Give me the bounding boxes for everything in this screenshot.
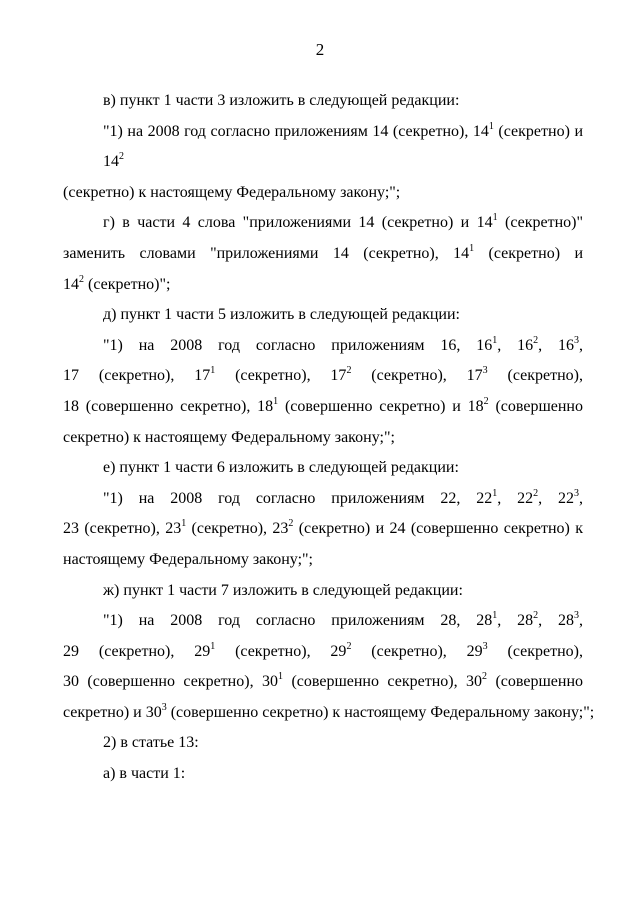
paragraph [63,576,583,607]
text-line: "1) на 2008 год согласно приложениям 14 (секретно), $14^1$ (секретно) и $14^2$ [103,120,583,171]
superscript: 2 [533,610,539,622]
paragraph [63,331,583,453]
paragraph [63,86,583,117]
superscript: 2 [533,487,539,499]
paragraph [63,300,583,331]
text-line: настоящему Федеральному закону;"; [63,550,313,568]
paragraph [63,759,583,790]
superscript: 3 [161,701,167,713]
superscript: 1 [273,395,279,407]
superscript: 3 [482,365,488,377]
superscript: 1 [278,671,284,683]
document-body [63,86,595,790]
text-line: "1) на 2008 год согласно приложениям 22, $22^1$, $22^2$, $22^3$, [103,487,584,507]
text-line: 29 (секретно), $29^1$ (секретно), $29^2$ (секретно), $29^3$ (секретно), [63,640,584,660]
superscript: 2 [346,365,352,377]
text-line: 30 (совершенно секретно), $30^1$ (совершенно секретно), $30^2$ (совершенно [63,671,584,691]
superscript: 1 [492,334,498,346]
text-line: г) в части 4 слова "приложениями 14 (секретно) и $14^1$ (секретно)" [103,212,584,232]
text-line: секретно) и $30^3$ (совершенно секретно) к настоящему Федеральному закону;"; [63,701,595,721]
superscript: 1 [181,518,187,530]
text-line: заменить словами "приложениями 14 (секретно), $14^1$ (секретно) и [63,242,584,262]
superscript: 1 [492,212,498,224]
superscript: 2 [119,151,124,163]
superscript: 2 [483,395,489,407]
text-line: 18 (совершенно секретно), $18^1$ (совершенно секретно) и $18^2$ (совершенно [63,395,583,415]
superscript: 1 [488,120,494,132]
superscript: 2 [346,640,352,652]
superscript: 2 [482,671,488,683]
paragraph [63,208,583,300]
superscript: 1 [492,487,498,499]
paragraph [63,484,583,576]
text-line: "1) на 2008 год согласно приложениям 28, $28^1$, $28^2$, $28^3$, [103,610,584,630]
text-line: $14^2$ (секретно)"; [63,273,171,293]
superscript: 2 [79,273,84,285]
text-line: а) в части 1: [103,765,186,783]
superscript: 1 [492,610,498,622]
text-line: секретно) к настоящему Федеральному закону;"; [63,428,395,446]
superscript: 1 [210,365,216,377]
superscript: 2 [533,334,539,346]
paragraph [63,728,583,759]
superscript: 2 [288,518,294,530]
paragraph [63,453,583,484]
text-line: 23 (секретно), $23^1$ (секретно), $23^2$ (секретно) и 24 (совершенно секретно) к [63,518,583,538]
page-number: 2 [315,40,325,59]
superscript: 1 [469,242,475,254]
superscript: 3 [482,640,488,652]
text-line: "1) на 2008 год согласно приложениям 16, $16^1$, $16^2$, $16^3$, [103,334,584,354]
text-line: 2) в статье 13: [103,734,199,752]
superscript: 3 [574,334,580,346]
superscript: 1 [210,640,216,652]
text-line: (секретно) к настоящему Федеральному закону;"; [63,183,401,201]
superscript: 3 [574,610,580,622]
text-line: в) пункт 1 части 3 изложить в следующей редакции: [103,92,460,109]
text-line: 17 (секретно), $17^1$ (секретно), $17^2$ (секретно), $17^3$ (секретно), [63,365,584,385]
superscript: 3 [574,487,580,499]
text-line: е) пункт 1 части 6 изложить в следующей редакции: [103,459,459,477]
paragraph [63,606,595,728]
paragraph [63,117,583,209]
text-line: ж) пункт 1 части 7 изложить в следующей редакции: [103,581,463,599]
text-line: д) пункт 1 части 5 изложить в следующей редакции: [103,306,460,324]
